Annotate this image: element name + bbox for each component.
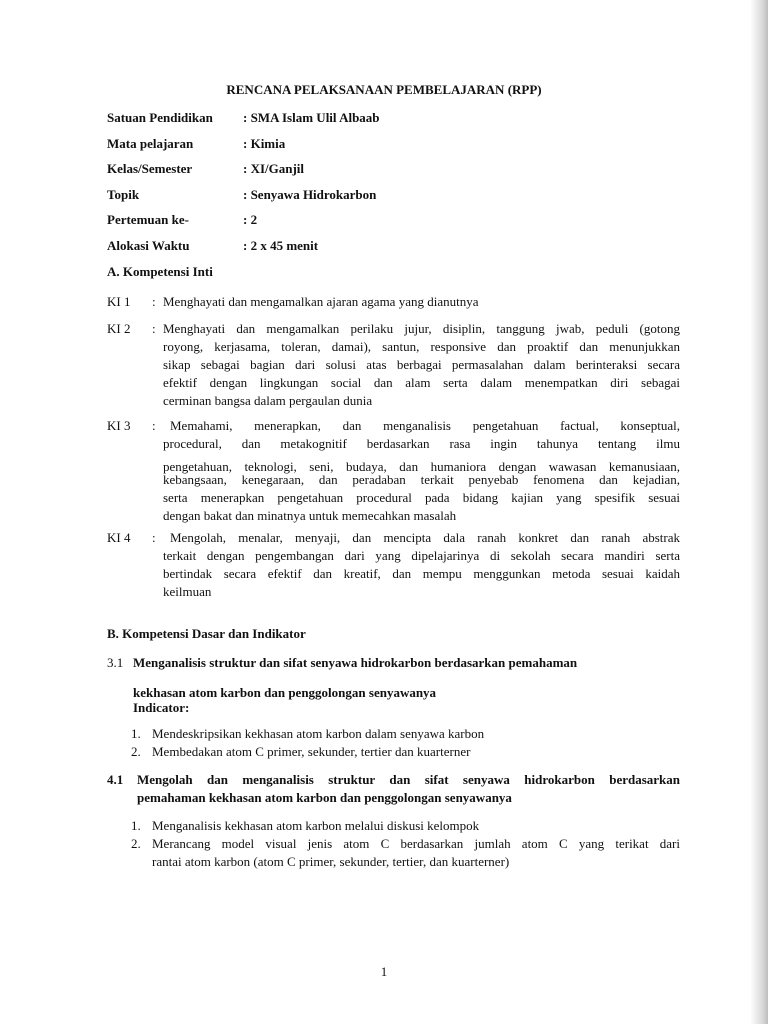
identity-value: : SMA Islam Ulil Albaab	[243, 110, 380, 125]
page-number: 1	[380, 964, 388, 979]
ki-text-line: pengetahuan, teknologi, seni, budaya, dan humaniora dengan wawasan kemanusiaan,	[163, 459, 680, 474]
identity-value: : 2	[243, 212, 258, 227]
ki-text-line: bertindak secara efektif dan kreatif, dan mempu menggunkan metoda sesuai kaidah	[163, 566, 680, 581]
ki-text-line: dengan bakat dan minatnya untuk memecahkan masalah	[163, 508, 457, 523]
identity-value: : XI/Ganjil	[243, 161, 305, 176]
ki-text-line: Menghayati dan mengamalkan ajaran agama yang dianutnya	[163, 294, 479, 309]
ki-text-line: keilmuan	[163, 584, 212, 599]
identity-label: Kelas/Semester	[107, 161, 193, 176]
ki-text-line: Menghayati dan mengamalkan perilaku jujur, disiplin, tanggung jwab, peduli (gotong	[163, 321, 680, 336]
ki-colon: :	[152, 294, 156, 309]
kd-text-line: kekhasan atom karbon dan penggolongan senyawanya	[133, 685, 437, 700]
kd-text-line: Menganalisis struktur dan sifat senyawa hidrokarbon berdasarkan pemahaman	[133, 655, 578, 670]
ki-label: KI 4	[107, 530, 131, 545]
kd-text-line: Mengolah dan menganalisis struktur dan sifat senyawa hidrokarbon berdasarkan	[137, 772, 680, 787]
ki-text-line: serta menerapkan pengetahuan procedural pada bidang kajian yang spesifik sesuai	[163, 490, 680, 505]
kd-number: 3.1	[107, 655, 124, 670]
ki-text-line: royong, kerjasama, toleran, damai), santun, responsive dan proaktif dan menunjukkan	[163, 339, 680, 354]
ki-text-line: terkait dengan pengembangan dari yang dipelajarinya di sekolah secara mandiri serta	[163, 548, 680, 563]
ki-label: KI 3	[107, 418, 131, 433]
ki-label: KI 1	[107, 294, 131, 309]
identity-label: Satuan Pendidikan	[107, 110, 213, 125]
kd-number: 4.1	[107, 772, 124, 787]
section-a-heading: A. Kompetensi Inti	[107, 264, 213, 279]
indicator-text: Merancang model visual jenis atom C berdasarkan jumlah atom C yang terikat dari	[152, 836, 680, 851]
ki-colon: :	[152, 530, 156, 545]
indicator-number: 2.	[131, 744, 141, 759]
identity-label: Topik	[107, 187, 140, 202]
indicator-text: rantai atom karbon (atom C primer, sekunder, tertier, dan kuarterner)	[152, 854, 510, 869]
indicator-text: Mendeskripsikan kekhasan atom karbon dalam senyawa karbon	[152, 726, 485, 741]
ki-text-line: efektif dengan lingkungan social dan alam serta dalam menempatkan diri sebagai	[163, 375, 680, 390]
indicator-text: Menganalisis kekhasan atom karbon melalui diskusi kelompok	[152, 818, 480, 833]
ki-text-line: Memahami, menerapkan, dan menganalisis pengetahuan factual, konseptual,	[170, 418, 680, 433]
ki-colon: :	[152, 321, 156, 336]
page-edge-shadow	[750, 0, 768, 1024]
ki-text-line: cerminan bangsa dalam pergaulan dunia	[163, 393, 373, 408]
ki-text-line: kebangsaan, kenegaraan, dan peradaban terkait penyebab fenomena dan kejadian,	[163, 472, 680, 487]
section-b-heading: B. Kompetensi Dasar dan Indikator	[107, 626, 306, 641]
indicator-number: 1.	[131, 818, 141, 833]
indicator-text: Membedakan atom C primer, sekunder, tertier dan kuarterner	[152, 744, 471, 759]
identity-label: Mata pelajaran	[107, 136, 194, 151]
indicator-heading: Indicator:	[133, 700, 190, 715]
kd-text-line: pemahaman kekhasan atom karbon dan penggolongan senyawanya	[137, 790, 512, 805]
identity-value: : Kimia	[243, 136, 286, 151]
identity-value: : Senyawa Hidrokarbon	[243, 187, 377, 202]
ki-colon: :	[152, 418, 156, 433]
identity-value: : 2 x 45 menit	[243, 238, 319, 253]
ki-text-line: Mengolah, menalar, menyaji, dan mencipta dala ranah konkret dan ranah abstrak	[170, 530, 680, 545]
document-title: RENCANA PELAKSANAAN PEMBELAJARAN (RPP)	[226, 82, 542, 97]
indicator-number: 2.	[131, 836, 141, 851]
identity-label: Alokasi Waktu	[107, 238, 190, 253]
ki-text-line: sikap sebagai bagian dari solusi atas berbagai permasalahan dalam berinteraksi secara	[163, 357, 680, 372]
ki-label: KI 2	[107, 321, 131, 336]
identity-label: Pertemuan ke-	[107, 212, 189, 227]
ki-text-line: procedural, dan metakognitif berdasarkan rasa ingin tahunya tentang ilmu	[163, 436, 680, 451]
indicator-number: 1.	[131, 726, 141, 741]
